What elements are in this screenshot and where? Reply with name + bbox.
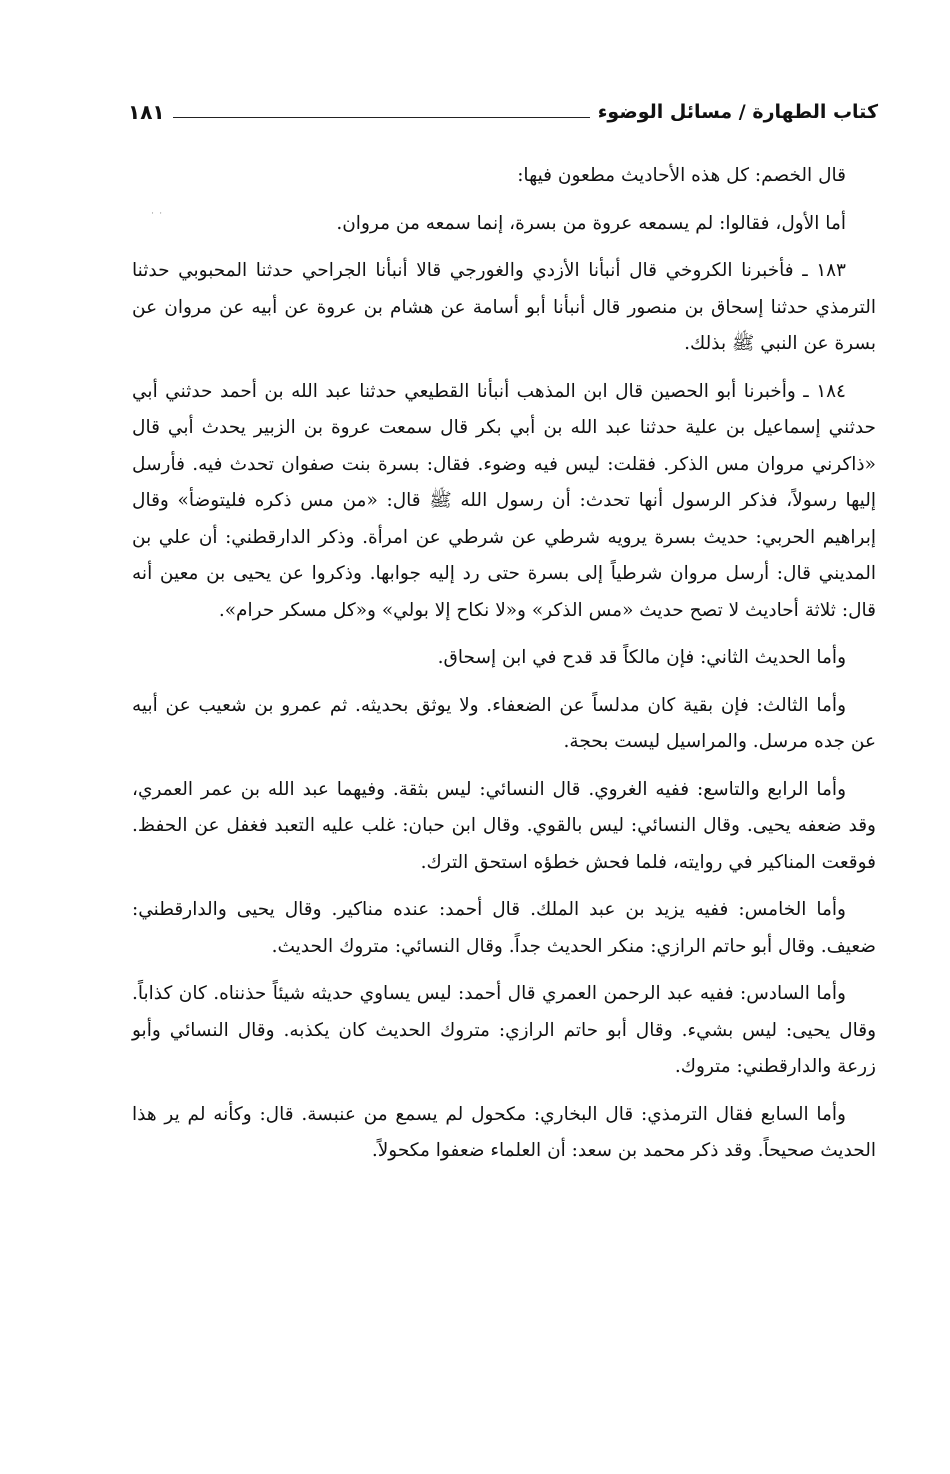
hadith-184-paragraph: ١٨٤ ـ وأخبرنا أبو الحصين قال ابن المذهب أنبأنا القطيعي حدثنا عبد الله بن أحمد حدثني أبي حدثني إسماعيل بن علية حدثنا عبد الله بن أبي بكر قال سمعت عروة بن الزبير يحدث أبي قال «ذاكرني مروان مس الذكر. فقلت: ليس فيه وضوء. فقال: بسرة بنت صفوان تحدث فيه. فأرسل إليها رسولاً، فذكر الرسول أنها تحدث: أن رسول الله ﷺ قال: «من مس ذكره فليتوضأ» وقال إبراهيم الحربي: حديث بسرة يرويه شرطي عن شرطي عن امرأة. وذكر الدارقطني: أن علي بن المديني قال: أرسل مروان شرطياً إلى بسرة حتى رد إليه جوابها. وذكروا عن يحيى بن معين أنه قال: ثلاثة أحاديث لا تصح حديث «مس الذكر» و«لا نكاح إلا بولي» و«كل مسكر حرام».	[132, 380, 876, 621]
page-number: ١٨١	[128, 100, 165, 124]
paragraph: أما الأول، فقالوا: لم يسمعه عروة من بسرة، إنما سمعه من مروان.	[336, 212, 846, 234]
header-rule	[173, 117, 590, 118]
paragraph: وأما الحديث الثاني: فإن مالكاً قد قدح في ابن إسحاق.	[437, 647, 846, 668]
scan-speck: ˙ ˙	[150, 212, 164, 223]
paragraph: قال الخصم: كل هذه الأحاديث مطعون فيها:	[517, 165, 846, 186]
page-header	[128, 92, 878, 132]
page-body	[132, 158, 876, 1181]
hadith-183-paragraph: ١٨٣ ـ فأخبرنا الكروخي قال أنبأنا الأزدي والغورجي قالا أنبأنا الجراحي حدثنا المحبوبي حدثنا الترمذي حدثنا إسحاق بن منصور قال أنبأنا أبو أسامة عن هشام بن عروة عن أبيه عن مروان عن بسرة عن النبي ﷺ بذلك.	[132, 260, 876, 354]
paragraph: وأما الرابع والتاسع: ففيه الغروي. قال النسائي: ليس بثقة. وفيهما عبد الله بن عمر العمري، وقد ضعفه يحيى. وقال النسائي: ليس بالقوي. وقال ابن حبان: غلب عليه التعبد فغفل عن الحفظ. فوقعت المناكير في روايته، فلما فحش خطؤه استحق الترك.	[132, 778, 876, 873]
paragraph: وأما الثالث: فإن بقية كان مدلساً عن الضعفاء. ولا يوثق بحديثه. ثم عمرو بن شعيب عن أبيه عن جده مرسل. والمراسيل ليست بحجة.	[132, 694, 876, 752]
paragraph: وأما السابع فقال الترمذي: قال البخاري: مكحول لم يسمع من عنبسة. قال: وكأنه لم ير هذا الحديث صحيحاً. وقد ذكر محمد بن سعد: أن العلماء ضعفوا مكحولاً.	[132, 1103, 876, 1161]
paragraph: وأما الخامس: ففيه يزيد بن عبد الملك. قال أحمد: عنده مناكير. وقال يحيى والدارقطني: ضعيف. وقال أبو حاتم الرازي: منكر الحديث جداً. وقال النسائي: متروك الحديث.	[132, 899, 876, 957]
paragraph: وأما السادس: ففيه عبد الرحمن العمري قال أحمد: ليس يساوي حديثه شيئاً حذنناه. كان كذاباً. وقال يحيى: ليس بشيء. وقال أبو حاتم الرازي: متروك الحديث كان يكذبه. وقال النسائي وأبو زرعة والدارقطني: متروك.	[132, 983, 876, 1077]
running-title: كتاب الطهارة / مسائل الوضوء	[597, 101, 878, 123]
